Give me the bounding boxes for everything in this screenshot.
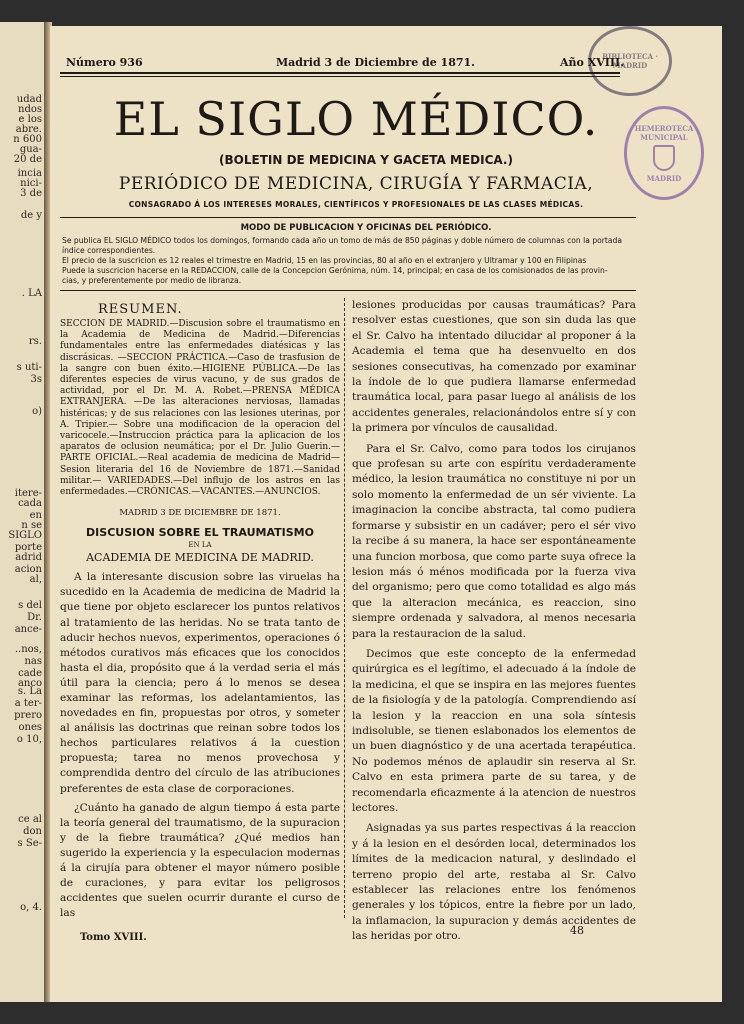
right-column (352, 298, 636, 945)
publication-info-line: Se publica EL SIGLO MÉDICO todos los domingos, formando cada año un tomo de más de 850 páginas y doble número de columnas con la portada (62, 236, 623, 245)
adjacent-page-fragment: ance- (14, 624, 42, 635)
volume-label: Tomo XVIII. (80, 932, 147, 943)
article-title: DISCUSION SOBRE EL TRAUMATISMO (86, 526, 314, 540)
article-body-left (60, 570, 340, 921)
adjacent-page-fragment: s del (18, 600, 42, 611)
adjacent-page-fragment: prero (14, 710, 42, 721)
publication-info-line: índice correspondientes. (62, 246, 156, 255)
adjacent-page-fragment: 3s (30, 374, 42, 385)
masthead-title: EL SIGLO MÉDICO. (113, 92, 599, 146)
adjacent-page-fragment: nas (24, 656, 42, 667)
masthead-description: PERIÓDICO DE MEDICINA, CIRUGÍA Y FARMACIA, (118, 174, 594, 194)
publication-info-heading: MODO DE PUBLICACION Y OFICINAS DEL PERIÓDICO. (240, 223, 492, 233)
adjacent-page-fragment: nici- (20, 178, 42, 189)
adjacent-page-fragment: abre. (15, 124, 42, 135)
header-rule (60, 72, 620, 74)
article-dateline: MADRID 3 DE DICIEMBRE DE 1871. (119, 508, 281, 519)
issue-date: Madrid 3 de Diciembre de 1871. (276, 56, 476, 69)
adjacent-page-fragment: n se (21, 520, 42, 531)
article-paragraph: Decimos que este concepto de la enfermedad quirúrgica es el legítimo, el adecuado á la índole de la medicina, el que se inspira en las mejores fuentes de la fisiología y de la patología. Comprendiendo así la lesion y la reaccion en una sola síntesis indisoluble, se tienen eslabonados los elementos de un buen diagnóstico y de una acertada terapéutica. No podemos ménos de aplaudir sin reserva al Sr. Calvo en esta primera parte de su tarea, y de recomendarla eficazmente á la atencion de nuestros lectores. (352, 647, 636, 814)
article-subtitle: ACADEMIA DE MEDICINA DE MADRID. (86, 551, 314, 565)
adjacent-page-fragment: ..nos, (14, 644, 42, 655)
adjacent-page-fragment: . LA (21, 288, 42, 299)
page-number: 48 (570, 924, 584, 937)
issue-year: Año XVIII. (560, 56, 625, 69)
publication-info-line: cias, y preferentemente por medio de libranza. (62, 276, 242, 285)
masthead-rule (60, 217, 636, 218)
adjacent-page-fragment: de y (20, 210, 42, 221)
library-stamp-text: BIBLIOTECA · MADRID (602, 52, 658, 70)
adjacent-page-fragment: don (23, 826, 42, 837)
adjacent-page-fragment: Dr. (27, 612, 42, 623)
masthead-subtitle: (BOLETIN DE MEDICINA Y GACETA MEDICA.) (219, 153, 513, 167)
article-paragraph: A la interesante discusion sobre las viruelas ha sucedido en la Academia de medicina de Madrid la que tiene por objeto esclarecer los puntos relativos al tratamiento de las heridas. No se trata tanto de aducir hechos nuevos, experimentos, operaciones ó métodos curativos más eficaces que los conocidos hasta el dia, propósito que á la verdad seria el más útil para la ciencia; pero á lo menos se desea examinar las reformas, los adelantamientos, las novedades en fin, propuestas por otros, y someter al análisis las doctrinas que reinan sobre todos los hechos particulares relativos á la cuestion propuesta; tarea no menos provechosa y comprendida dentro del círculo de las atribuciones preferentes de esta clase de corporaciones. (60, 571, 340, 795)
adjacent-page-fragment: porte (14, 542, 42, 553)
adjacent-page-fragment: udad (16, 94, 42, 105)
adjacent-page-fragment: itere- (14, 488, 42, 499)
article-paragraph: Asignadas ya sus partes respectivas á la reaccion y á la lesion en el desórden local, determinados los límites de la medicacion natural, y deslindado el terreno propio del arte, restaba al Sr. Calvo establecer las relaciones entre los fenómenos generales y los tópicos, entre la fiebre por un lado, la inflamacion, la supuracion y demás accidentes de las heridas por otro. (352, 822, 636, 943)
adjacent-page-fragment: ndos (18, 104, 42, 115)
header-rule-thin (60, 76, 620, 77)
adjacent-page-fragment: rs. (28, 336, 42, 347)
publication-info-line: El precio de la suscricion es 12 reales el trimestre en Madrid, 15 en las provincias, 80 al año en el extranjero y Ultramar y 100 en Filipinas (62, 256, 587, 265)
adjacent-page-fragment: s. La (17, 686, 42, 697)
adjacent-page-fragment: s Se- (17, 838, 42, 849)
adjacent-page-fragment: anco (17, 678, 42, 689)
adjacent-page-fragment: al, (29, 574, 42, 585)
hemeroteca-stamp-bottom: MADRID (646, 173, 682, 183)
adjacent-page-fragment: cada (18, 498, 42, 509)
adjacent-page-fragment: 20 de (13, 154, 42, 165)
adjacent-page-fragment: ones (18, 722, 42, 733)
adjacent-page-fragment: gua- (19, 144, 42, 155)
adjacent-page-fragment: o 10, (16, 734, 42, 745)
column-divider (344, 298, 345, 918)
adjacent-page-edge (0, 22, 46, 1002)
article-paragraph: lesiones producidas por causas traumáticas? Para resolver estas cuestiones, que son sin duda las que el Sr. Calvo ha intentado dilucidar al proponer á la Academia el tema que ha desenvuelto en dos sesiones consecutivas, ha comenzado por examinar la índole de lo que pudiera llamarse enfermedad traumática local, para pasar luego al análisis de los accidentes generales, relacionándolos entre sí y con la primera por vínculos de causalidad. (352, 299, 636, 435)
adjacent-page-fragment: a ter- (14, 698, 42, 709)
masthead-tagline: CONSAGRADO Á LOS INTERESES MORALES, CIENTÍFICOS Y PROFESIONALES DE LAS CLASES MÉDICAS. (128, 200, 584, 209)
adjacent-page-fragment: incia (17, 168, 42, 179)
summary-text: SECCION DE MADRID.—Discusion sobre el traumatismo en la Academia de Medicina de Madrid.—Diferencias fundamentales entre las enfermedades diatésicas y las discrásicas. —SECCION PRÁCTICA.—Caso de trasfusion de la sangre con buen éxito.—HIGIENE PÚBLICA.—De las diferentes especies de virus vacuno, y de sus grados de actividad, por el Dr. M. A. Robet.—PRENSA MÉDICA EXTRANJERA. —De las alteraciones nerviosas, llamadas histéricas; y de sus relaciones con las lesiones uterinas, por A. Tripier.— Sobre una modificacion de la operacion del varicocele.—Instruccion práctica para la aplicacion de los aparatos de oclusion neumática; por el Dr. Julio Guerin.—PARTE OFICIAL.—Real academia de medicina de Madrid—Sesion literaria del 16 de Noviembre de 1871.—Sanidad militar.— VARIEDADES.—Del influjo de los astros en las enfermedades.—CRÓNICAS.—VACANTES.—ANUNCIOS. (60, 319, 340, 498)
newspaper-page (50, 26, 722, 1002)
adjacent-page-fragment: cade (18, 668, 42, 679)
adjacent-page-fragment: s uti- (16, 362, 42, 373)
adjacent-page-fragment: n 600 (13, 134, 42, 145)
left-column (60, 302, 340, 921)
adjacent-page-fragment: ce al (18, 814, 42, 825)
adjacent-page-fragment: o) (32, 406, 42, 417)
publication-info-line: Puede la suscricion hacerse en la REDACCION, calle de la Concepcion Gerónima, núm. 14, principal; en casa de los comisionados de las provin- (62, 266, 608, 275)
adjacent-page-fragment: SIGLO (8, 530, 42, 541)
adjacent-page-fragment: acion (14, 564, 42, 575)
summary-heading: RESUMEN. (98, 302, 183, 317)
article-title-connector: EN LA (188, 541, 212, 550)
adjacent-page-fragment: 3 de (20, 188, 42, 199)
adjacent-page-fragment: adrid (15, 552, 42, 563)
summary-box (60, 302, 340, 498)
adjacent-page-fragment: o, 4. (20, 902, 42, 913)
adjacent-page-fragment: e los (18, 114, 42, 125)
section-rule (60, 290, 636, 291)
adjacent-page-fragment: en (29, 510, 42, 521)
article-paragraph: ¿Cuánto ha ganado de algun tiempo á esta parte la teoría general del traumatismo, de la supuracion y de la fiebre traumática? ¿Qué medios han sugerido la experiencia y la especulacion modernas á la cirujía para obtener el mayor número posible de curaciones, y para evitar los peligrosos accidentes que suelen ocurrir durante el curso de las (60, 801, 340, 920)
article-paragraph: Para el Sr. Calvo, como para todos los cirujanos que profesan su arte con espíritu verdaderamente médico, la lesion traumática no constituye ni por un solo momento la enfermedad de un sér viviente. La imaginacion la concibe abstracta, tal como pudiera formarse y subsistir en un cadáver; pero el sér vivo la recibe á su manera, la hace ser espontáneamente una funcion morbosa, que como parte suya ofrece la lesion más ó ménos modificada por la fuerza viva del organismo; pero que como totalidad es algo más que la alteracion mecánica, es reaccion, sino siempre ordenada y salvadora, al menos necesaria para la restauracion de la salud. (352, 442, 636, 640)
issue-number: Número 936 (66, 56, 143, 69)
hemeroteca-stamp-top: HEMEROTECA MUNICIPAL (634, 123, 694, 142)
